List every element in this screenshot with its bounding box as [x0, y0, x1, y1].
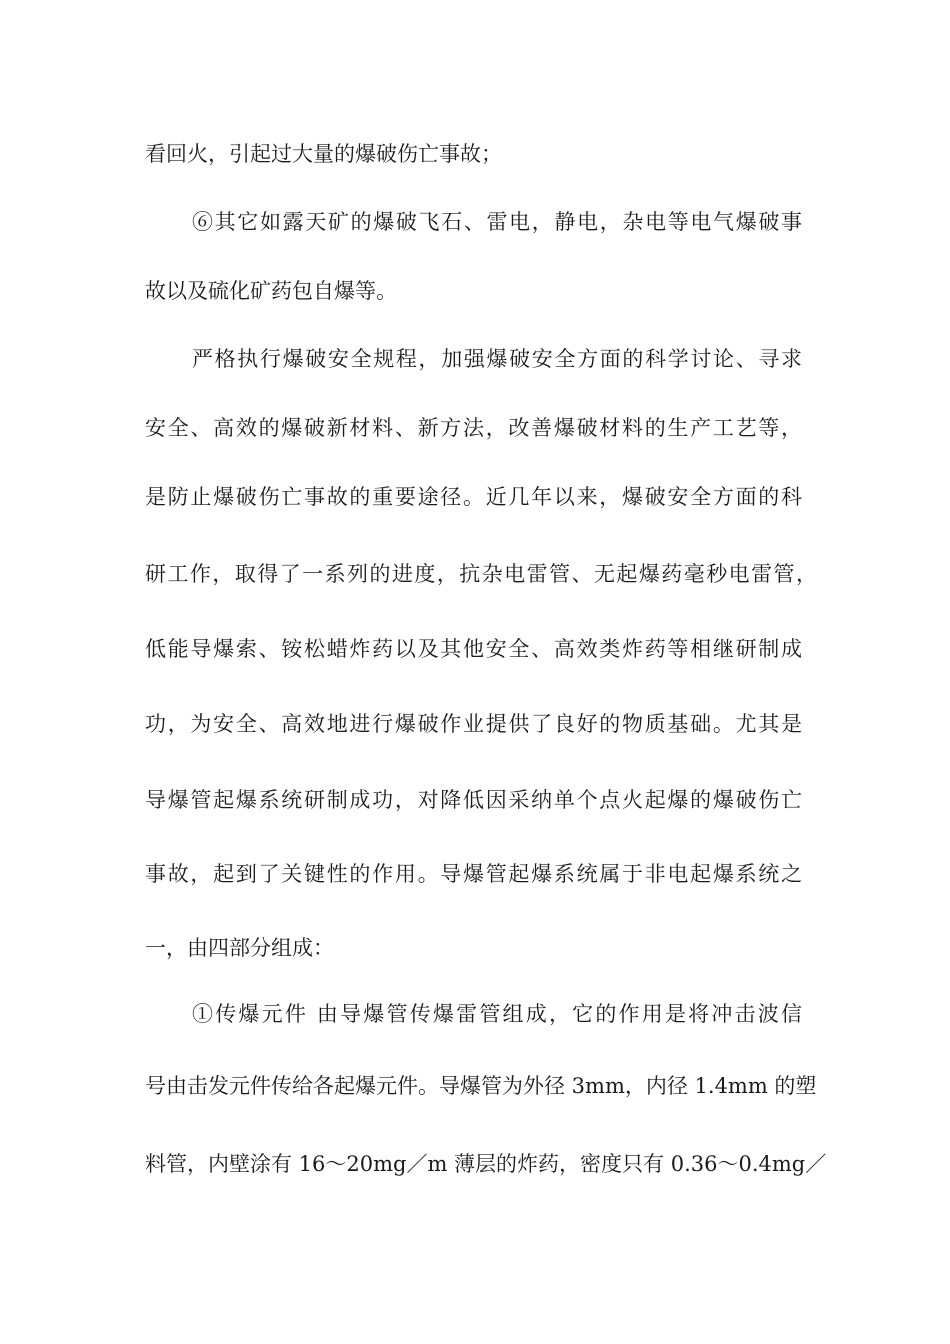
line-text: 严格执行爆破安全规程，加强爆破安全方面的科学讨论、寻求 [192, 347, 802, 371]
line-text: 故以及硫化矿药包自爆等。 [145, 279, 397, 303]
line-text: ①传爆元件 由导爆管传爆雷管组成，它的作用是将冲击波信 [192, 1002, 802, 1026]
text-line-6 [0, 482, 950, 512]
line-text: 研工作，取得了一系列的进度，抗杂电雷管、无起爆药毫秒电雷管， [145, 562, 817, 586]
line-text: 料管，内壁涂有 16～20mg／m 薄层的炸药，密度只有 0.36～0.4mg／ [145, 1152, 827, 1176]
text-line-15 [0, 1149, 950, 1179]
line-text: 导爆管起爆系统研制成功，对降低因采纳单个点火起爆的爆破伤亡 [145, 788, 802, 812]
line-text: ⑥其它如露天矿的爆破飞石、雷电，静电，杂电等电气爆破事 [192, 210, 802, 234]
text-line-7 [0, 559, 950, 589]
text-line-11 [0, 859, 950, 889]
text-line-13 [0, 999, 950, 1029]
line-text: 功，为安全、高效地进行爆破作业提供了良好的物质基础。尤其是 [145, 712, 802, 736]
text-line-3 [0, 276, 950, 306]
text-line-8 [0, 634, 950, 664]
text-line-1 [0, 139, 950, 169]
text-line-12 [0, 933, 950, 963]
text-line-4 [0, 344, 950, 374]
line-text: 事故，起到了关键性的作用。导爆管起爆系统属于非电起爆系统之 [145, 862, 802, 886]
text-line-14 [0, 1071, 950, 1101]
line-text: 号由击发元件传给各起爆元件。导爆管为外径 3mm，内径 1.4mm 的塑 [145, 1074, 817, 1098]
text-line-5 [0, 413, 950, 443]
line-text: 是防止爆破伤亡事故的重要途径。近几年以来，爆破安全方面的科 [145, 485, 802, 509]
line-text: 安全、高效的爆破新材料、新方法，改善爆破材料的生产工艺等， [145, 416, 802, 440]
text-line-9 [0, 709, 950, 739]
text-line-2 [0, 207, 950, 237]
text-line-10 [0, 785, 950, 815]
line-text: 一，由四部分组成： [145, 936, 334, 960]
line-text: 低能导爆索、铵松蜡炸药以及其他安全、高效类炸药等相继研制成 [145, 637, 802, 661]
line-text: 看回火，引起过大量的爆破伤亡事故； [145, 142, 502, 166]
